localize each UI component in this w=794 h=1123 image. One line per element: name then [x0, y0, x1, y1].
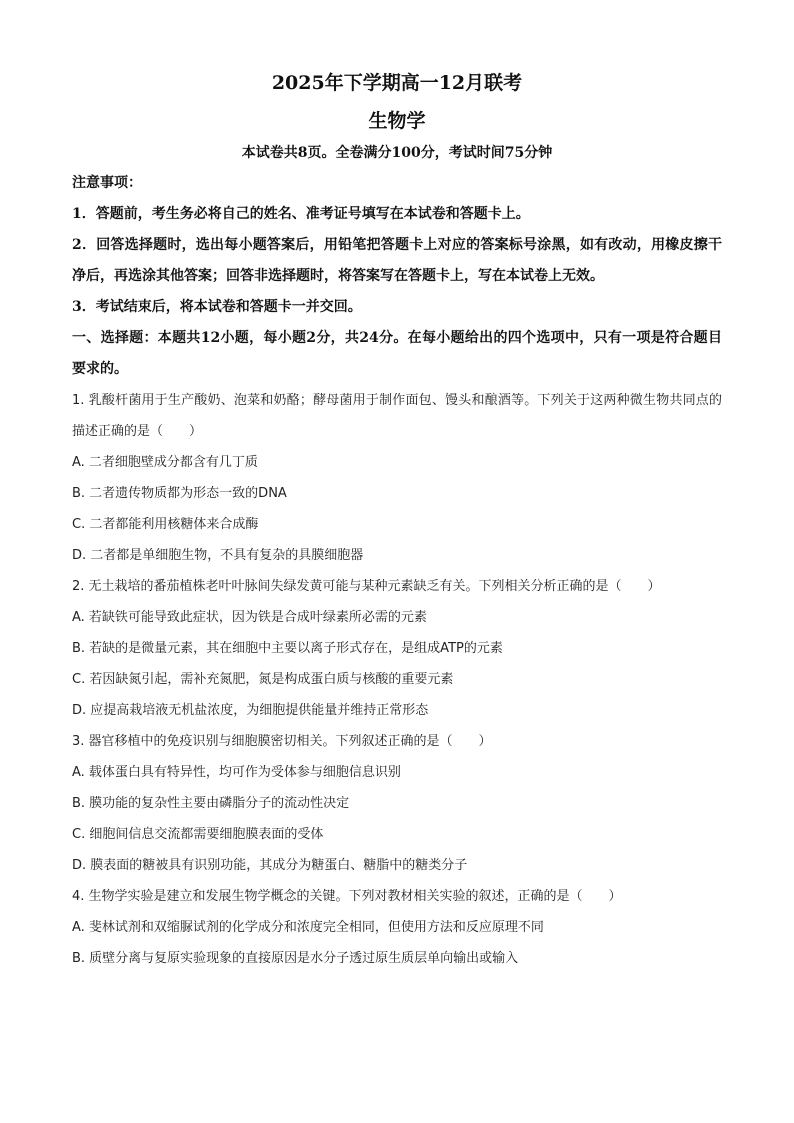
- notice-item-3: 3．考试结束后，将本试卷和答题卡一并交回。: [72, 299, 362, 315]
- option-a: A. 载体蛋白具有特异性，均可作为受体参与细胞信息识别: [72, 765, 401, 780]
- option-c: C. 二者都能利用核糖体来合成酶: [72, 517, 259, 532]
- question-2: [72, 571, 722, 726]
- option-c: C. 若因缺氮引起，需补充氮肥，氮是构成蛋白质与核酸的重要元素: [72, 672, 454, 687]
- option-d: D. 膜表面的糖被具有识别功能，其成分为糖蛋白、糖脂中的糖类分子: [72, 858, 468, 873]
- question-1: [72, 385, 722, 571]
- subject-title: 生物学: [368, 110, 426, 132]
- question-3: [72, 726, 722, 881]
- option-d: D. 应提高栽培液无机盐浓度，为细胞提供能量并维持正常形态: [72, 703, 429, 718]
- section-heading: 一、选择题：本题共12小题，每小题2分，共24分。在每小题给出的四个选项中，只有一项是符合题目要求的。: [72, 330, 722, 377]
- notice-item-1: 1．答题前，考生务必将自己的姓名、准考证号填写在本试卷和答题卡上。: [72, 206, 530, 222]
- question-stem: 3. 器官移植中的免疫识别与细胞膜密切相关。下列叙述正确的是（ ）: [72, 734, 492, 749]
- option-a: A. 若缺铁可能导致此症状，因为铁是合成叶绿素所必需的元素: [72, 610, 427, 625]
- option-b: B. 若缺的是微量元素，其在细胞中主要以离子形式存在，是组成ATP的元素: [72, 641, 503, 656]
- question-stem: 4. 生物学实验是建立和发展生物学概念的关键。下列对教材相关实验的叙述，正确的是（ ）: [72, 889, 622, 904]
- exam-meta: 本试卷共8页。全卷满分100分，考试时间75分钟: [241, 145, 553, 161]
- option-c: C. 细胞间信息交流都需要细胞膜表面的受体: [72, 827, 324, 842]
- option-b: B. 二者遗传物质都为形态一致的DNA: [72, 486, 287, 501]
- notice-heading: 注意事项：: [72, 175, 142, 191]
- option-a: A. 二者细胞壁成分都含有几丁质: [72, 455, 258, 470]
- question-4: [72, 881, 722, 974]
- exam-page: [72, 66, 722, 974]
- option-d: D. 二者都是单细胞生物，不具有复杂的具膜细胞器: [72, 548, 364, 563]
- question-stem: 2. 无土栽培的番茄植株老叶叶脉间失绿发黄可能与某种元素缺乏有关。下列相关分析正确的是（ ）: [72, 579, 661, 594]
- notice-item-2: 2．回答选择题时，选出每小题答案后，用铅笔把答题卡上对应的答案标号涂黑，如有改动，用橡皮擦干净后，再选涂其他答案；回答非选择题时，将答案写在答题卡上，写在本试卷上无效。: [72, 237, 722, 284]
- option-b: B. 膜功能的复杂性主要由磷脂分子的流动性决定: [72, 796, 350, 811]
- option-b: B. 质壁分离与复原实验现象的直接原因是水分子透过原生质层单向输出或输入: [72, 951, 519, 966]
- option-a: A. 斐林试剂和双缩脲试剂的化学成分和浓度完全相同，但使用方法和反应原理不同: [72, 920, 544, 935]
- exam-title: 2025年下学期高一12月联考: [271, 72, 523, 94]
- question-stem: 1. 乳酸杆菌用于生产酸奶、泡菜和奶酪；酵母菌用于制作面包、馒头和酿酒等。下列关于这两种微生物共同点的描述正确的是（ ）: [72, 393, 722, 439]
